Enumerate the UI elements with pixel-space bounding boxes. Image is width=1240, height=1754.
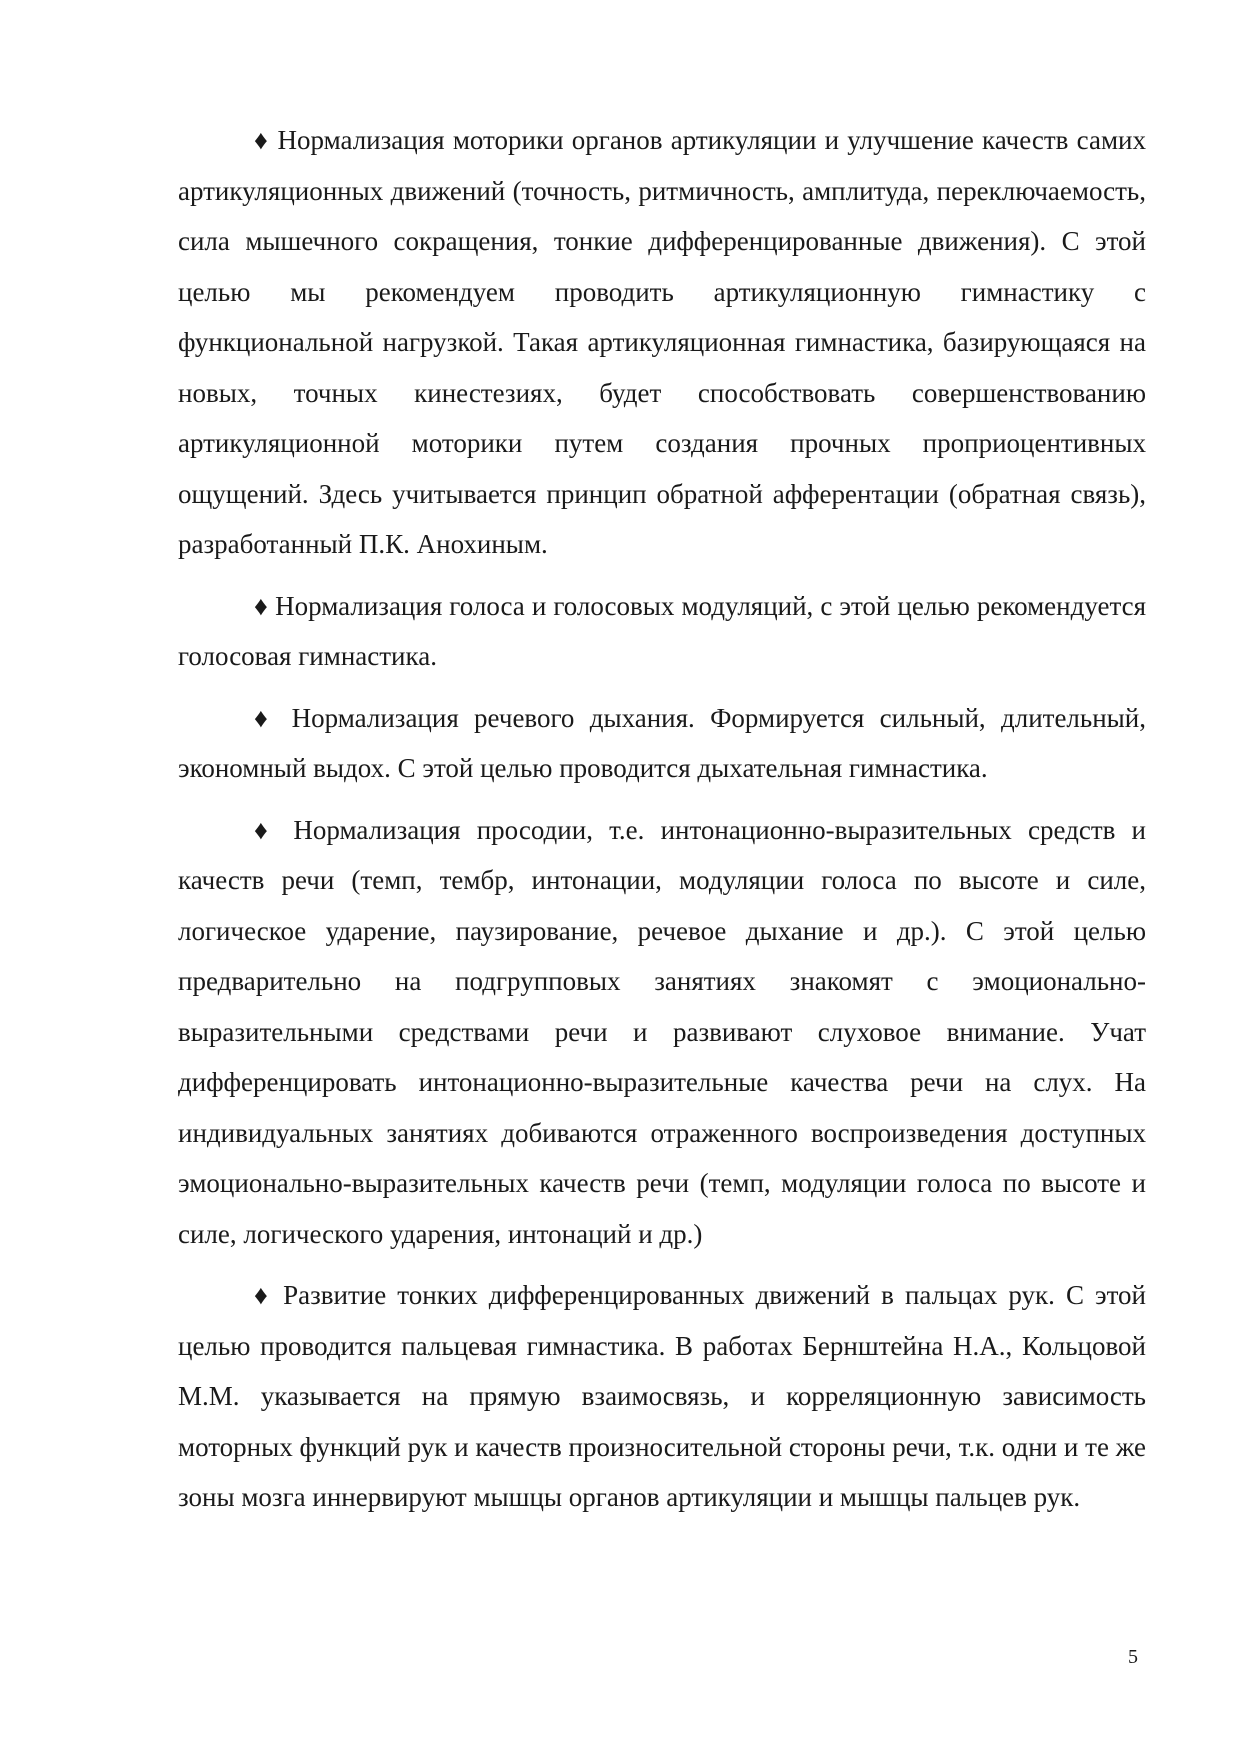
body-text (178, 115, 1146, 1523)
paragraph-voice (178, 581, 1146, 682)
page-number: 5 (1128, 1646, 1138, 1668)
paragraph-fine-motor (178, 1270, 1146, 1523)
diamond-bullet-icon: ♦ (254, 590, 269, 621)
diamond-bullet-icon: ♦ (254, 814, 278, 845)
paragraph-text: Нормализация голоса и голосовых модуляций, с этой целью рекомендуется голосовая гимнастика. (178, 590, 1147, 671)
paragraph-breathing (178, 693, 1146, 794)
paragraph-text: Нормализация моторики органов артикуляции и улучшение качеств самих артикуляционных движений (точность, ритмичность, амплитуда, переключаемость, сила мышечного сокращения, тонкие дифференцированные движения). С этой целью мы рекомендуем проводить артикуляционную гимнастику с функциональной нагрузкой. Такая артикуляционная гимнастика, базирующаяся на новых, точных кинестезиях, будет способствовать совершенствованию артикуляционной моторики путем создания прочных проприоцентивных ощущений. Здесь учитывается принцип обратной афферентации (обратная связь), разработанный П.К. Анохиным. (178, 125, 1146, 559)
paragraph-text: Нормализация речевого дыхания. Формируется сильный, длительный, экономный выдох. С этой целью проводится дыхательная гимнастика. (178, 702, 1146, 783)
diamond-bullet-icon: ♦ (254, 1280, 273, 1310)
diamond-bullet-icon: ♦ (254, 125, 270, 155)
paragraph-prosody (178, 805, 1146, 1260)
paragraph-text: Развитие тонких дифференцированных движений в пальцах рук. С этой целью проводится пальцевая гимнастика. В работах Бернштейна Н.А., Кольцовой М.М. указывается на прямую взаимосвязь, и корреляционную зависимость моторных функций рук и качеств произносительной стороны речи, т.к. одни и те же зоны мозга иннервируют мышцы органов артикуляции и мышцы пальцев рук. (178, 1280, 1146, 1512)
paragraph-text: Нормализация просодии, т.е. интонационно-выразительных средств и качеств речи (темп, тембр, интонации, модуляции голоса по высоте и силе, логическое ударение, паузирование, речевое дыхание и др.). С этой целью предварительно на подгрупповых занятиях знакомят с эмоционально-выразительными средствами речи и развивают слуховое внимание. Учат дифференцировать интонационно-выразительные качества речи на слух. На индивидуальных занятиях добиваются отраженного воспроизведения доступных эмоционально-выразительных качеств речи (темп, модуляции голоса по высоте и силе, логического ударения, интонаций и др.) (178, 814, 1147, 1249)
paragraph-articulation-motor (178, 115, 1146, 570)
diamond-bullet-icon: ♦ (254, 702, 277, 733)
